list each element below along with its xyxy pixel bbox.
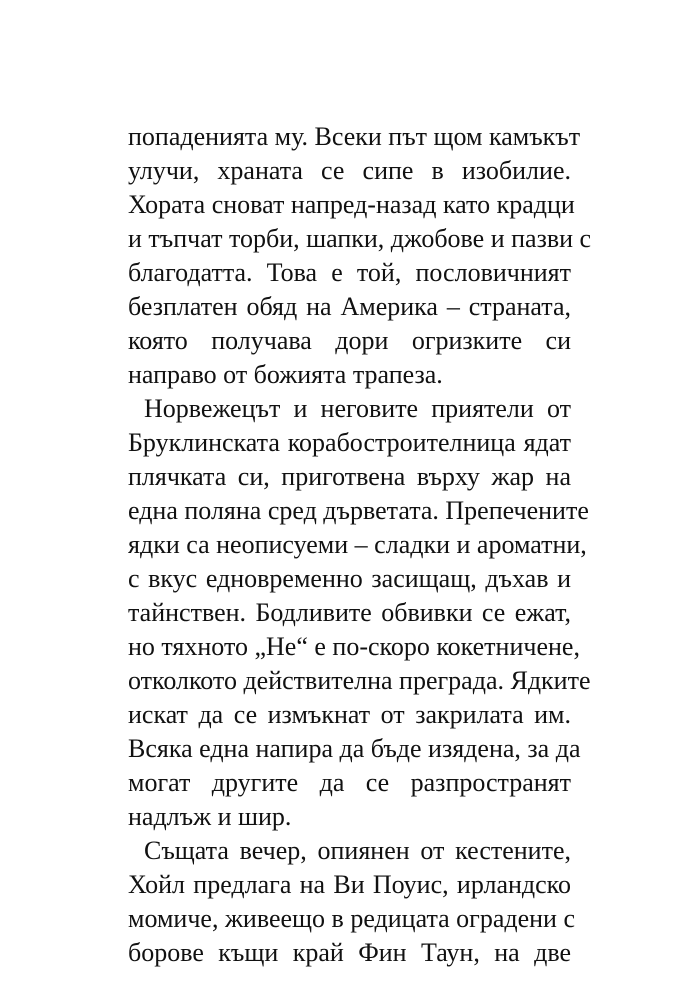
text-line: Бруклинската корабостроителница ядат <box>128 428 571 457</box>
text-line: плячката си, приготвена върху жар на <box>128 462 571 491</box>
body-text <box>128 120 592 970</box>
text-line: могат другите да се разпространят <box>128 768 571 797</box>
text-line: една поляна сред дърветата. Препечените <box>128 496 589 525</box>
text-line: момиче, живеещо в редицата оградени с <box>128 904 576 933</box>
text-line: безплатен обяд на Америка – страната, <box>128 292 571 321</box>
text-line: попаденията му. Всеки път щом камъкът <box>128 122 581 151</box>
text-line: благодатта. Това е той, пословичният <box>128 258 571 287</box>
text-line: с вкус едновременно засищащ, дъхав и <box>128 564 571 593</box>
text-line: тайнствен. Бодливите обвивки се ежат, <box>128 598 571 627</box>
text-line: Същата вечер, опиянен от кестените, <box>144 836 571 865</box>
text-line: но тяхното „Не“ е по-скоро кокетничене, <box>128 632 580 661</box>
text-line: Хората сноват напред-назад като крадци <box>128 190 575 219</box>
text-line: и тъпчат торби, шапки, джобове и пазви с <box>128 224 592 253</box>
text-line: борове къщи край Фин Таун, на две <box>128 938 571 967</box>
paragraph-2 <box>128 392 591 834</box>
text-line: отколкото действителна преграда. Ядките <box>128 666 591 695</box>
text-line: Хойл предлага на Ви Поуис, ирландско <box>128 870 571 899</box>
text-line: искат да се измъкнат от закрилата им. <box>128 700 571 729</box>
text-line: надлъж и шир. <box>128 802 292 831</box>
text-line: Норвежецът и неговите приятели от <box>144 394 571 423</box>
text-line: която получава дори огризките си <box>128 326 571 355</box>
text-line: ядки са неописуеми – сладки и ароматни, <box>128 530 587 559</box>
text-line: Всяка една напира да бъде изядена, за да <box>128 734 581 763</box>
text-line: улучи, храната се сипе в изобилие. <box>128 156 571 185</box>
paragraph-1 <box>128 120 592 392</box>
text-line: направо от божията трапеза. <box>128 360 443 389</box>
paragraph-3 <box>128 834 576 970</box>
